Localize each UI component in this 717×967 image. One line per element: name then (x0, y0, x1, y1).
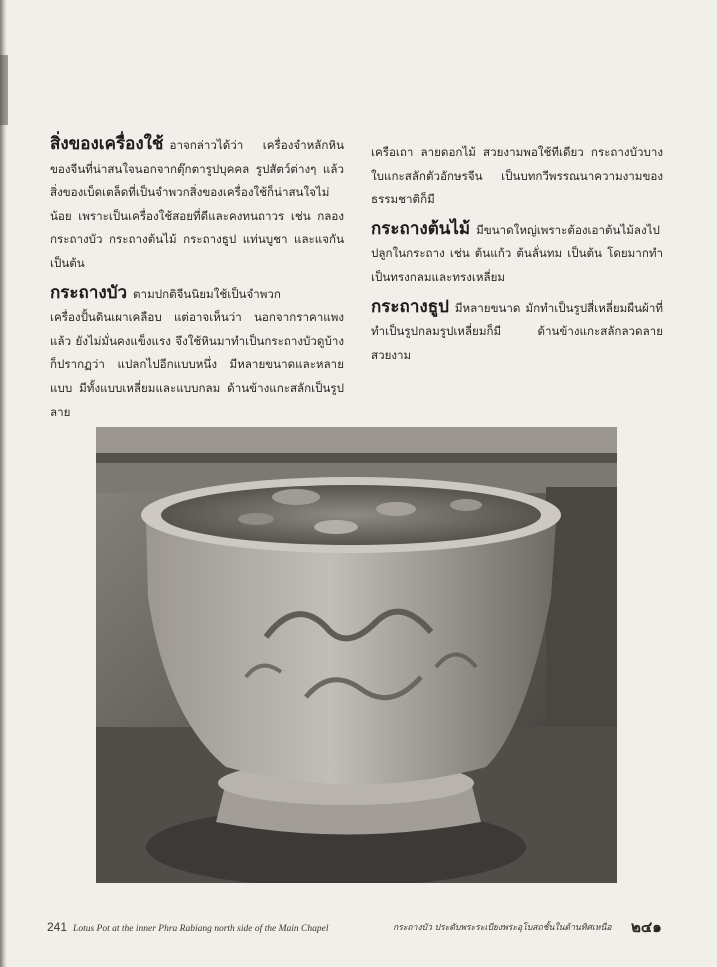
heading-incense-burner: กระถางธูป (371, 296, 449, 317)
caption-english-text: Lotus Pot at the inner Phra Rabiang north side of the Main Chapel (73, 924, 329, 934)
left-text-column (50, 133, 344, 424)
paragraph-plant-pot (371, 218, 663, 290)
right-text-column (371, 141, 663, 367)
heading-utensils: สิ่งของเครื่องใช้ (50, 134, 164, 154)
page-number: ๒๔๑ (631, 918, 662, 936)
paragraph-utensils (50, 133, 344, 276)
page-edge-mark (0, 55, 8, 125)
paragraph-text: เครือเถา ลายดอกไม้ สวยงามพอใช้ทีเดียว กระถางบัวบางใบแกะสลักตัวอักษรจีน เป็นบทกวีพรรณนาความงามของธรรมชาติก็มี (371, 145, 663, 207)
paragraph-incense-burner (371, 296, 663, 368)
paragraph-text: มีหลายขนาด มักทำเป็นรูปสี่เหลี่ยมผืนผ้าที่ทำเป็นรูปกลมรูปเหลี่ยมก็มี ด้านข้างแกะสลักลวดลายสวยงาม (371, 300, 663, 362)
heading-plant-pot: กระถางต้นไม้ (371, 218, 471, 239)
paragraph-lotus-pot (50, 282, 344, 425)
paragraph-text: มีขนาดใหญ่เพราะต้องเอาต้นไม้ลงไปปลูกในกระถาง เช่น ต้นแก้ว ต้นลั่นทม เป็นต้น โดยมากทำเป็นทรงกลมและทรงเหลี่ยม (371, 222, 663, 284)
heading-lotus-pot: กระถางบัว (50, 282, 128, 303)
lotus-pot-photo (96, 427, 617, 883)
paragraph-text: อาจกล่าวได้ว่า เครื่องจำหลักหินของจีนที่น่าสนใจนอกจากตุ๊กตารูปบุคคล รูปสัตว์ต่างๆ แล้ว สิ่งของเบ็ดเตล็ดที่เป็นจำพวกสิ่งของเครื่องใช้ก็น่าสนใจไม่น้อย เพราะเป็นเครื่องใช้สอยที่ดีและคงทนถาวร เช่น กลอง กระถางบัว กระถางต้นไม้ กระถางธูป แท่นบูชา และแจกัน เป็นต้น (50, 138, 344, 270)
photo-caption-english (47, 920, 328, 934)
page-edge-shadow (0, 0, 7, 967)
paragraph-text: ตามปกติจีนนิยมใช้เป็นจำพวกเครื่องปั้นดินเผาเคลือบ แต่อาจเห็นว่า นอกจากราคาแพงแล้ว ยังไม่มั่นคงแข็งแรง จึงใช้หินมาทำเป็นกระถางบัวดูบ้าง ก็ปรากฏว่า แปลกไปอีกแบบหนึ่ง มีหลายขนาดและหลายแบบ มีทั้งแบบเหลี่ยมและแบบกลม ด้านข้างแกะสลักเป็นรูปลาย (50, 286, 344, 419)
paragraph-continued (371, 141, 663, 212)
figure-number: 241 (47, 920, 68, 934)
photo-caption-thai: กระถางบัว ประดับพระระเบียงพระอุโบสถชั้นในด้านทิศเหนือ (393, 923, 612, 933)
